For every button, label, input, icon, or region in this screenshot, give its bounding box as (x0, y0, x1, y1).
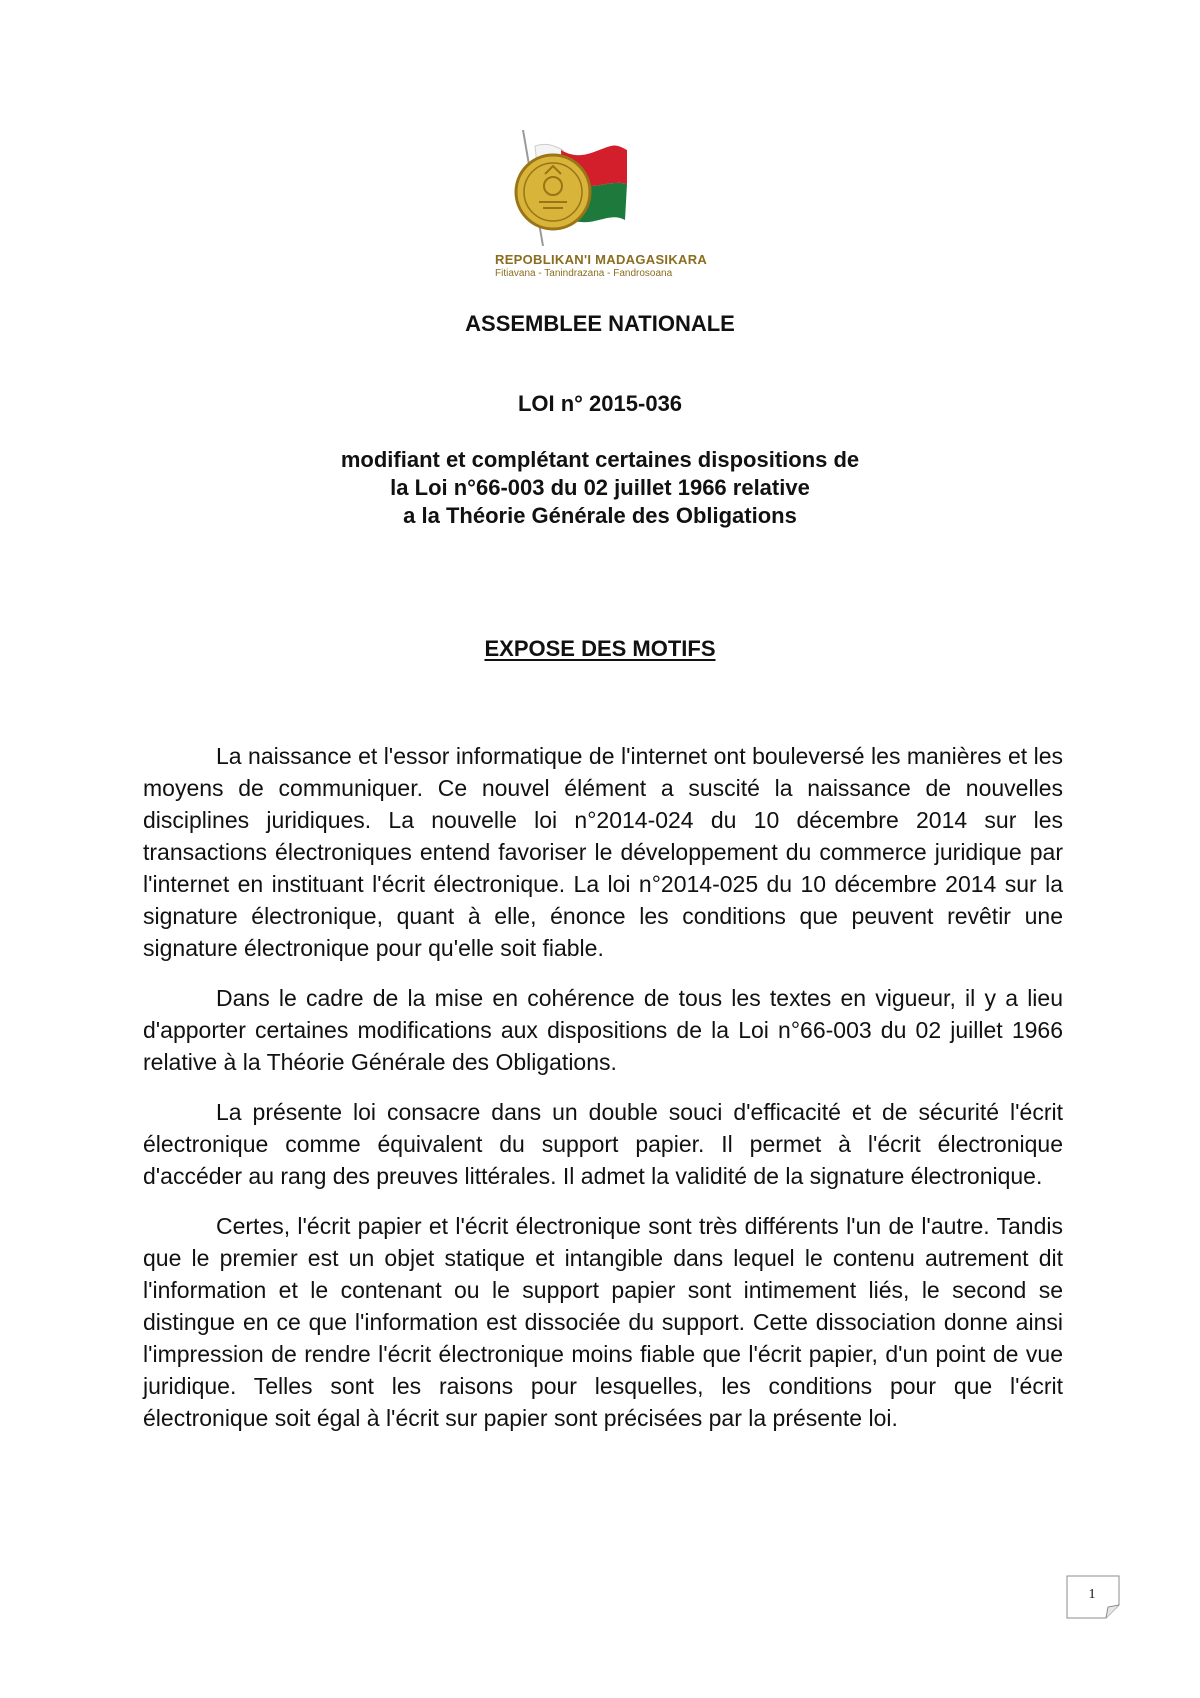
subtitle-line: la Loi n°66-003 du 02 juillet 1966 relative (390, 475, 810, 500)
paragraph: La présente loi consacre dans un double souci d'efficacité et de sécurité l'écrit électronique comme équivalent du support papier. Il permet à l'écrit électronique d'accéder au rang des preuves littérales. Il admet la validité de la signature électronique. (143, 1099, 1063, 1189)
subtitle-line: modifiant et complétant certaines dispositions de (340, 447, 860, 472)
law-number: LOI n° 2015-036 (517, 391, 683, 416)
body-text (143, 740, 1063, 1452)
flag-and-seal-icon (495, 128, 725, 248)
subtitle-line: a la Théorie Générale des Obligations (403, 503, 797, 528)
paragraph: La naissance et l'essor informatique de l'internet ont bouleversé les manières et les moyens de communiquer. Ce nouvel élément a suscité la naissance de nouvelles disciplines juridiques. La nouvelle loi n°2014-024 du 10 décembre 2014 sur les transactions électroniques entend favoriser le développement du commerce juridique par l'internet en instituant l'écrit électronique. La loi n°2014-025 du 10 décembre 2014 sur la signature électronique, quant à elle, énonce les conditions que peuvent revêtir une signature électronique pour qu'elle soit fiable. (143, 743, 1063, 961)
page-number-box (1066, 1575, 1120, 1619)
paragraph: Certes, l'écrit papier et l'écrit électronique sont très différents l'un de l'autre. Tandis que le premier est un objet statique et intangible dans lequel le contenu autrement dit l'information et le contenant ou le support papier sont intimement liés, le second se distingue en ce que l'information est dissociée du support. Cette dissociation donne ainsi l'impression de rendre l'écrit électronique moins fiable que l'écrit papier, d'un point de vue juridique. Telles sont les raisons pour lesquelles, les conditions pour que l'écrit électronique soit égal à l'écrit sur papier sont précisées par la présente loi. (143, 1213, 1063, 1431)
republic-name: REPOBLIKAN'I MADAGASIKARA (495, 252, 708, 267)
law-subtitle (0, 446, 1200, 530)
page-number: 1 (1088, 1587, 1096, 1602)
assembly-heading: ASSEMBLEE NATIONALE (465, 311, 735, 336)
republic-emblem (495, 128, 725, 288)
section-title: EXPOSE DES MOTIFS (484, 636, 716, 661)
paragraph: Dans le cadre de la mise en cohérence de tous les textes en vigueur, il y a lieu d'apporter certaines modifications aux dispositions de la Loi n°66-003 du 02 juillet 1966 relative à la Théorie Générale des Obligations. (143, 985, 1063, 1075)
republic-motto: Fitiavana - Tanindrazana - Fandrosoana (495, 268, 673, 279)
